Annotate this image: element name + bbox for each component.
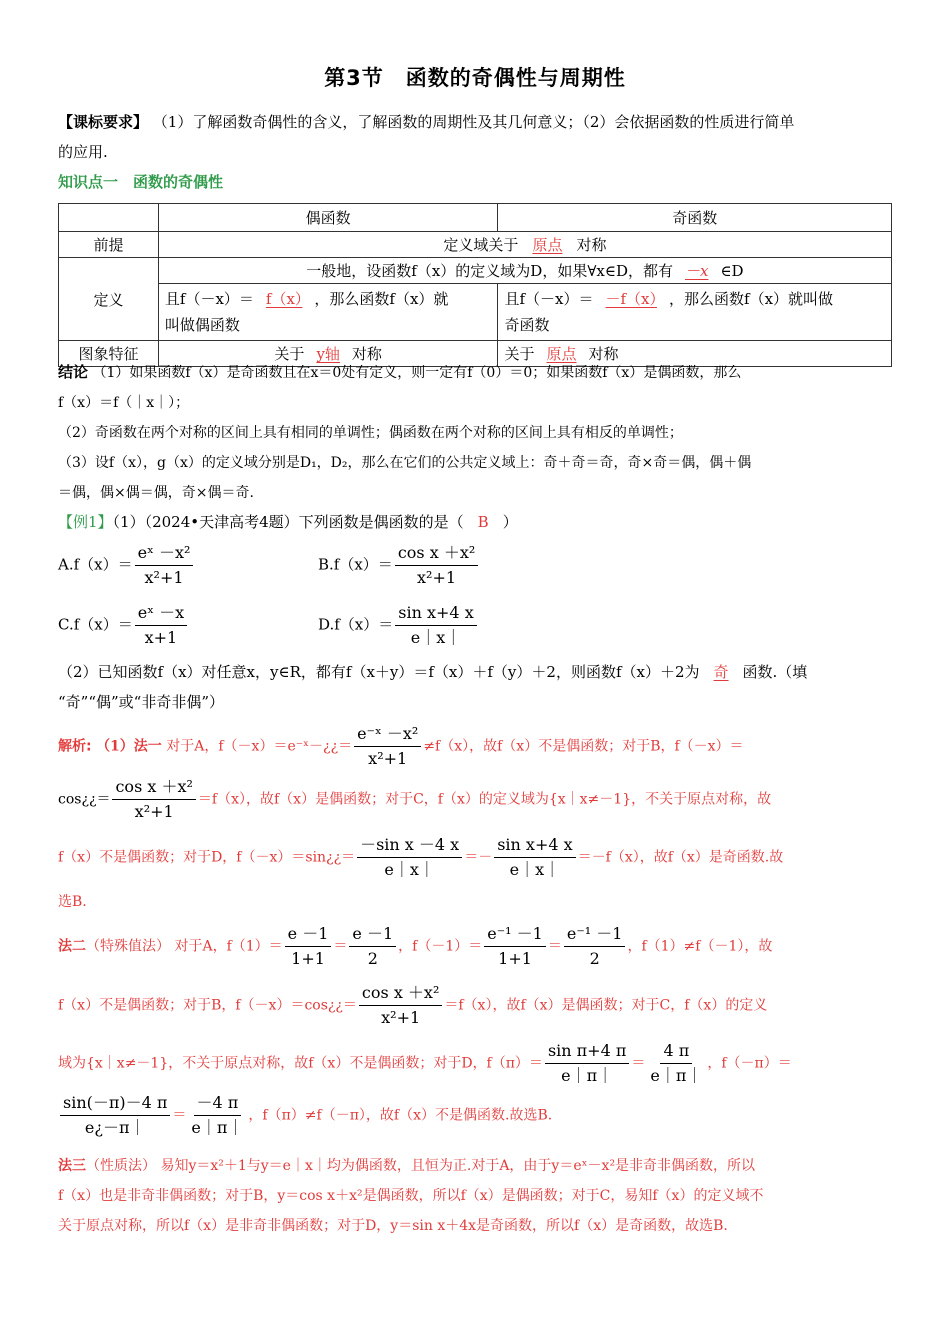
curriculum-line-1 (58, 111, 794, 133)
solution-l7-den-2: e｜π｜ (650, 1066, 703, 1085)
solution-l7-den-1: e｜π｜ (561, 1066, 614, 1085)
solution-l5-den-4: 2 (589, 949, 600, 968)
solution-l5-den-3: 1+1 (498, 949, 532, 968)
definition-pre: 一般地，设函数f（x）的定义域为D，如果∀x∈D，都有 (306, 262, 673, 280)
parity-table (58, 203, 892, 367)
premise-pre: 定义域关于 (443, 236, 519, 254)
solution-l5c: ，f（1）≠f（－1），故 (627, 938, 773, 955)
solution-l7a: 域为{x｜x≠－1}，不关于原点对称，故f（x）不是偶函数；对于D，f（π）＝ (58, 1055, 543, 1072)
solution-l6b: ＝f（x），故f（x）是偶函数；对于C，f（x）的定义 (444, 997, 768, 1014)
option-c-num: eˣ －x (135, 602, 187, 626)
even-post: ，那么函数f（x）就 (314, 290, 449, 308)
solution-l8b: ，f（π）≠f（－π），故f（x）不是偶函数.故选B. (248, 1107, 553, 1124)
even-line-2: 叫做偶函数 (164, 316, 240, 334)
example-q2-pre: （2）已知函数f（x）对任意x，y∈R，都有f（x＋y）＝f（x）＋f（y）＋2，则函数f（x）＋2为 (58, 663, 700, 681)
solution-label: 解析: (58, 738, 92, 755)
graph-even-pre: 关于 (274, 345, 305, 363)
solution-line-1 (58, 723, 744, 770)
header-even: 偶函数 (158, 204, 498, 232)
example-q2-fill: 奇 (713, 663, 729, 681)
solution-l3b: ＝－f（x），故f（x）是奇函数.故 (577, 849, 784, 866)
solution-l1-den: x²+1 (368, 749, 408, 768)
row-graph-label: 图象特征 (59, 341, 159, 367)
premise-fill: 原点 (532, 236, 563, 254)
row-definition-label: 定义 (59, 258, 159, 341)
odd-post: ，那么函数f（x）就叫做 (669, 290, 834, 308)
option-a (58, 542, 195, 589)
page-title: 第3节 函数的奇偶性与周期性 (324, 66, 626, 90)
solution-l3a: f（x）不是偶函数；对于D，f（－x）＝sin¿¿＝ (58, 849, 356, 866)
solution-l1b: ≠f（x），故f（x）不是偶函数；对于B，f（－x）＝ (423, 738, 744, 755)
definition-odd-cell (498, 284, 892, 341)
solution-l3-den-2: e｜x｜ (509, 860, 561, 879)
conclusion-line-4: （3）设f（x），g（x）的定义域分别是D₁，D₂，那么在它们的公共定义域上：奇＋奇＝奇，奇×奇＝偶，偶＋偶 (58, 455, 752, 471)
row-premise-cell (158, 232, 891, 258)
example-question-1 (58, 511, 518, 533)
solution-l5-den-2: 2 (367, 949, 378, 968)
solution-l5-num-3: e⁻¹ －1 (484, 923, 546, 947)
solution-l2a: cos¿¿＝ (58, 791, 111, 808)
conclusion-line-5: ＝偶，偶×偶＝偶，奇×偶＝奇. (58, 485, 254, 501)
solution-l3-den-1: e｜x｜ (384, 860, 435, 879)
solution-l7-num-2: 4 π (660, 1040, 692, 1064)
solution-l5-den-1: 1+1 (291, 949, 325, 968)
odd-pre: 且f（－x）＝ (504, 290, 594, 308)
solution-l2-den: x²+1 (134, 802, 174, 821)
solution-line-4: 选B. (58, 894, 87, 910)
curriculum-text-1: （1）了解函数奇偶性的含义，了解函数的周期性及其几何意义；（2）会依据函数的性质进行简单 (152, 113, 795, 131)
solution-l2b: ＝f（x），故f（x）是偶函数；对于C，f（x）的定义域为{x｜x≠－1}，不关于原点对称，故 (197, 791, 772, 808)
option-d-label: D.f（x）＝ (318, 615, 394, 634)
knowledge-heading: 知识点一 函数的奇偶性 (58, 173, 224, 191)
option-c (58, 602, 189, 649)
example-q1-end: ） (502, 513, 518, 531)
solution-l5-num-1: e －1 (285, 923, 332, 947)
option-c-den: x+1 (144, 628, 178, 647)
conclusion-c1a: （1）如果函数f（x）是奇函数且在x＝0处有定义，则一定有f（0）＝0；如果函数f（x）是偶函数，那么 (92, 365, 742, 381)
graph-even-post: 对称 (351, 345, 382, 363)
option-a-den: x²+1 (144, 568, 184, 587)
solution-l8-den-1: e¿－π｜ (84, 1118, 146, 1137)
solution-l1-num: e⁻ˣ －x² (354, 723, 421, 747)
row-premise-label: 前提 (59, 232, 159, 258)
option-a-label: A.f（x）＝ (58, 555, 133, 574)
option-d-den: e｜x｜ (410, 628, 462, 647)
solution-l5-eq: ＝ (333, 938, 348, 955)
option-d-num: sin x+4 x (395, 602, 476, 626)
solution-l9: 易知y＝x²＋1与y＝e｜x｜均为偶函数，且恒为正.对于A，由于y＝eˣ－x²是非奇非偶函数，所以 (160, 1158, 756, 1174)
solution-l5-num-2: e －1 (349, 923, 396, 947)
definition-post: ∈D (720, 262, 744, 280)
method-3-label: 法三 (58, 1158, 86, 1174)
solution-line-5: 法二（特殊值法） 对于A，f（1）＝ $\frac{e -1}{1+1}$ ＝ $\frac{e -1}{2}$ ，f（－1）＝ $\frac{\text{e⁻¹ －1}}{1+1}$ ＝ $\frac{\text{e⁻¹ －1}}{2}$ ，f（1）≠f（－1），故 (58, 924, 773, 968)
definition-fill: －x (684, 262, 709, 280)
solution-line-2 (58, 776, 771, 823)
option-b-num: cos x ＋x² (395, 542, 478, 566)
conclusion-line-2: f（x）＝f（｜x｜）； (58, 395, 190, 411)
example-question-2b: “奇”“偶”或“非奇非偶”） (58, 693, 225, 711)
option-b (318, 542, 480, 589)
solution-line-11: 关于原点对称，所以f（x）是非奇非偶函数；对于D，y＝sin x＋4x是奇函数，所以f（x）是奇函数，故选B. (58, 1218, 728, 1234)
solution-l5a: 对于A，f（1）＝ (174, 938, 283, 955)
solution-l3-num-1: －sin x －4 x (357, 834, 462, 858)
solution-l5-num-4: e⁻¹ －1 (564, 923, 626, 947)
solution-l8-den-2: e｜π｜ (191, 1118, 244, 1137)
solution-l7-num-1: sin π+4 π (545, 1040, 629, 1064)
solution-l1a: 对于A，f（－x）＝e⁻ˣ－¿¿＝ (166, 738, 353, 755)
solution-l6-num: cos x ＋x² (359, 982, 442, 1006)
solution-l6a: f（x）不是偶函数；对于B，f（－x）＝cos¿¿＝ (58, 997, 357, 1014)
example-question-2 (58, 661, 807, 683)
graph-odd-fill: 原点 (546, 345, 577, 363)
method-3-paren: （性质法） (86, 1158, 156, 1174)
option-b-den: x²+1 (417, 568, 457, 587)
graph-even-fill: y轴 (316, 345, 340, 363)
even-fill: f（x） (265, 290, 303, 308)
curriculum-label: 【课标要求】 (58, 113, 149, 131)
conclusion-line-1 (58, 361, 741, 384)
row-definition-top (158, 258, 891, 284)
premise-post: 对称 (576, 236, 607, 254)
solution-l6-den: x²+1 (381, 1008, 421, 1027)
solution-line-10: f（x）也是非奇非偶函数；对于B，y＝cos x＋x²是偶函数，所以f（x）是偶函数；对于C，易知f（x）的定义域不 (58, 1188, 764, 1204)
solution-l2-num: cos x ＋x² (112, 776, 195, 800)
odd-line-2: 奇函数 (504, 316, 550, 334)
example-q1-answer: B (477, 513, 489, 531)
solution-l7b: ，f（－π）＝ (707, 1055, 792, 1072)
conclusion-line-3: （2）奇函数在两个对称的区间上具有相同的单调性；偶函数在两个对称的区间上具有相反的单调性； (58, 425, 683, 441)
graph-odd-pre: 关于 (504, 345, 535, 363)
even-pre: 且f（－x）＝ (164, 290, 254, 308)
solution-line-8: $\frac{\sin(-\pi)-4 \pi}{e¿-\pi|}$ ＝ $\frac{-4 \pi}{e|\pi|}$ ，f（π）≠f（－π），故f（x）不是偶函数.故选B. (58, 1092, 552, 1139)
solution-l3-num-2: sin x+4 x (494, 834, 575, 858)
example-label: 【例1】 (58, 513, 113, 531)
method-2-paren: （特殊值法） (86, 938, 170, 955)
example-q1: （1）（2024•天津高考4题）下列函数是偶函数的是（ (112, 513, 464, 531)
solution-line-9 (58, 1155, 755, 1177)
example-q2-post: 函数.（填 (742, 663, 808, 681)
curriculum-line-2: 的应用. (58, 143, 108, 161)
conclusion-label: 结论 (58, 363, 89, 381)
option-c-label: C.f（x）＝ (58, 615, 133, 634)
method-2-label: 法二 (58, 938, 86, 955)
option-d (318, 602, 479, 649)
header-odd: 奇函数 (498, 204, 892, 232)
option-b-label: B.f（x）＝ (318, 555, 393, 574)
definition-even-cell (158, 284, 498, 341)
graph-odd-post: 对称 (588, 345, 619, 363)
method-1-label: （1）法一 (96, 738, 162, 755)
solution-line-7: 域为{x｜x≠－1}，不关于原点对称，故f（x）不是偶函数；对于D，f（π）＝ $\frac{\text{sin π+4 π}}{e|\pi|}$ ＝ $\frac{4 \pi}{e|\pi|}$ ，f（－π）＝ (58, 1041, 792, 1085)
solution-line-3 (58, 834, 783, 881)
table-corner (59, 204, 159, 232)
solution-l8-num-1: sin(－π)－4 π (60, 1092, 170, 1116)
odd-fill: －f（x） (605, 290, 658, 308)
solution-l8-num-2: －4 π (194, 1092, 242, 1116)
solution-l5b: ，f（－1）＝ (398, 938, 483, 955)
solution-line-6 (58, 982, 767, 1029)
option-a-num: eˣ －x² (135, 542, 194, 566)
solution-l3-mid: ＝－ (464, 849, 493, 866)
